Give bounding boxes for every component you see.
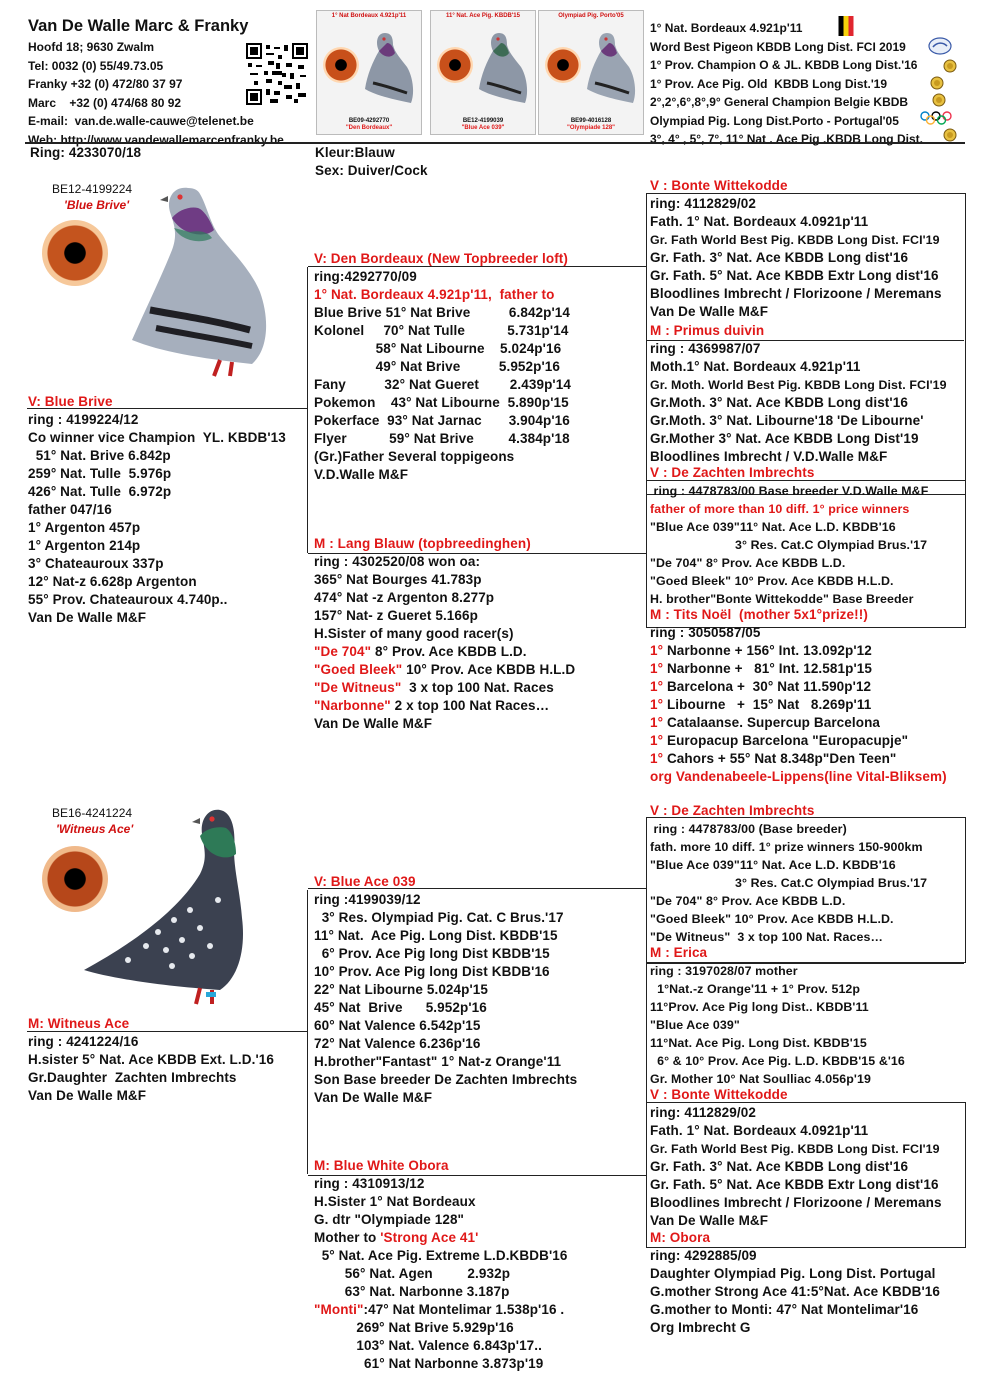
achievement: Olympiad Pig. Long Dist.Porto - Portugal'05 bbox=[650, 113, 899, 128]
thumbnail-caption: 11° Nat. Ace Pig. KBDB'15 bbox=[446, 13, 520, 19]
race: Catalaanse. Supercup Barcelona bbox=[663, 715, 881, 730]
race: Europacup Barcelona "Europacupje" bbox=[663, 733, 909, 748]
thumbnail-caption: Olympiad Pig. Porto'05 bbox=[558, 13, 624, 19]
fmm-ring: ring : 3050587/05 bbox=[650, 625, 761, 640]
pigeon-result: 2 x top 100 Nat Races… bbox=[390, 698, 550, 713]
thumbnail-ring: BE12-4199039 "Blue Ace 039" bbox=[461, 118, 505, 131]
father-line: 55° Prov. Chateauroux 4.740p.. bbox=[28, 592, 228, 607]
ff-line: Fany 32° Nat Gueret 2.439p'14 bbox=[314, 377, 571, 392]
race: Libourne + 15° Nat 8.269p'11 bbox=[663, 697, 872, 712]
ff-line: (Gr.)Father Several toppigeons bbox=[314, 449, 515, 464]
photo-ring: BE12-4199224 bbox=[52, 182, 133, 196]
mf-title: V: Blue Ace 039 bbox=[314, 874, 416, 889]
mm-line: 269° Nat Brive 5.929p'16 bbox=[314, 1320, 514, 1335]
father-line: Van De Walle M&F bbox=[28, 610, 147, 625]
mother-title: M: Witneus Ace bbox=[28, 1016, 130, 1031]
subject-ring: Ring: 4233070/18 bbox=[30, 145, 142, 160]
address: Hoofd 18; 9630 Zwalm bbox=[28, 40, 155, 54]
mf-line: Van De Walle M&F bbox=[314, 1090, 433, 1105]
fm-line: 157° Nat- z Gueret 5.166p bbox=[314, 608, 478, 623]
mff-line: "Blue Ace 039"11° Nat. Ace L.D. KBDB'16 bbox=[650, 858, 896, 872]
thumbnail-olympiade bbox=[538, 10, 644, 135]
thumbnail-blue-ace bbox=[430, 10, 536, 135]
place: 1° bbox=[650, 697, 664, 712]
mfm-line: "Blue Ace 039" bbox=[650, 1018, 740, 1032]
mff-line: fath. more 10 diff. 1° prize winners 150-900km bbox=[650, 840, 923, 854]
father-line: Co winner vice Champion YL. KBDB'13 bbox=[28, 430, 286, 445]
fmm-result bbox=[650, 714, 947, 732]
pigeon-icon bbox=[471, 27, 535, 119]
mm-title: M: Blue White Obora bbox=[314, 1158, 449, 1173]
website-link[interactable]: Web: http://www.vandewallemarcenfranky.be bbox=[28, 132, 284, 147]
mm-line: 103° Nat. Valence 6.843p'17.. bbox=[314, 1338, 542, 1353]
father-title: V: Blue Brive bbox=[28, 394, 113, 409]
mff-section bbox=[650, 802, 927, 946]
thumbnail-caption: 1° Nat Bordeaux 4.921p'11 bbox=[331, 13, 407, 19]
mm-line: 5° Nat. Ace Pig. Extreme L.D.KBDB'16 bbox=[314, 1248, 568, 1263]
achievement: 1° Prov. Champion O & JL. KBDB Long Dist.'16 bbox=[650, 58, 918, 72]
olympic-rings-icon bbox=[920, 111, 952, 125]
fmm-result bbox=[650, 750, 947, 768]
qr-code-icon bbox=[246, 43, 308, 105]
fmm-result bbox=[650, 678, 947, 696]
fm-named-line bbox=[314, 661, 575, 679]
fm-line: ring : 4302520/08 won oa: bbox=[314, 554, 481, 569]
father-line: 259° Nat. Tulle 5.976p bbox=[28, 466, 172, 481]
ffm-line: Gr.Mother 3° Nat. Ace KBDB Long Dist'19 bbox=[650, 431, 919, 446]
race: Barcelona + 30° Nat 11.590p'12 bbox=[663, 679, 872, 694]
ff-title: V: Den Bordeaux (New Topbreeder loft) bbox=[314, 251, 568, 266]
ffm-line: ring : 4369987/07 bbox=[650, 341, 761, 356]
ff-highlight: 1° Nat. Bordeaux 4.921p'11, father to bbox=[314, 287, 555, 302]
fmf-line: 3° Res. Cat.C Olympiad Brus.'17 bbox=[650, 538, 928, 552]
mm-line: 56° Nat. Agen 2.932p bbox=[314, 1266, 511, 1281]
mfm-line: 11°Nat. Ace Pig. Long Dist. KBDB'15 bbox=[650, 1036, 867, 1050]
mm-mother-to bbox=[314, 1229, 567, 1247]
ffm-line: Gr.Moth. 3° Nat. Libourne'18 'De Libourne' bbox=[650, 413, 924, 428]
ff-line: Flyer 59° Nat Brive 4.384p'18 bbox=[314, 431, 570, 446]
fff-title: V : Bonte Wittekodde bbox=[650, 178, 788, 193]
fmm-result bbox=[650, 642, 947, 660]
ffm-title: M : Primus duivin bbox=[650, 323, 765, 338]
mff-title: V : De Zachten Imbrechts bbox=[650, 803, 815, 818]
fff-line: Bloodlines Imbrecht / Florizoone / Meremans bbox=[650, 286, 942, 301]
label: Mother to bbox=[314, 1230, 381, 1245]
mff-line: "Goed Bleek" 10° Prov. Ace KBDB H.L.D. bbox=[650, 912, 894, 926]
ff-line: Kolonel 70° Nat Tulle 5.731p'14 bbox=[314, 323, 569, 338]
fff-line: Gr. Fath World Best Pig. KBDB Long Dist. FCI'19 bbox=[650, 233, 940, 247]
mfm-title: M : Erica bbox=[650, 945, 708, 960]
race: Cahors + 55° Nat 8.348p"Den Teen" bbox=[663, 751, 897, 766]
mother-line: Van De Walle M&F bbox=[28, 1088, 147, 1103]
ff-ring: ring:4292770/09 bbox=[314, 269, 417, 284]
mm-line: G. dtr "Olympiade 128" bbox=[314, 1212, 465, 1227]
phone-marc: Marc +32 (0) 474/68 80 92 bbox=[28, 95, 182, 110]
pigeon-name: "Goed Bleek" bbox=[314, 662, 403, 677]
fm-line: H.Sister of many good racer(s) bbox=[314, 626, 514, 641]
thumbnail-ring: BE09-4292770 "Den Bordeaux" bbox=[345, 118, 393, 131]
mmm-line: G.mother to Monti: 47° Nat Montelimar'16 bbox=[650, 1302, 919, 1317]
mm-line: H.Sister 1° Nat Bordeaux bbox=[314, 1194, 476, 1209]
fmm-section bbox=[650, 606, 947, 786]
pigeon-name: "Narbonne" bbox=[314, 698, 391, 713]
mmf-line: Fath. 1° Nat. Bordeaux 4.0921p'11 bbox=[650, 1123, 869, 1138]
mmm-line: Org Imbrecht G bbox=[650, 1320, 751, 1335]
fm-named-line bbox=[314, 679, 575, 697]
medal-icon bbox=[943, 58, 957, 74]
mff-line: "De 704" 8° Prov. Ace KBDB L.D. bbox=[650, 894, 846, 908]
mmm-section bbox=[650, 1229, 940, 1337]
achievement: 1° Prov. Ace Pig. Old KBDB Long Dist.'19 bbox=[650, 76, 888, 91]
father-line: 1° Argenton 457p bbox=[28, 520, 141, 535]
ffm-line: Gr.Moth. 3° Nat. Ace KBDB Long dist'16 bbox=[650, 395, 908, 410]
mfm-line: Gr. Mother 10° Nat Soulliac 4.056p'19 bbox=[650, 1072, 871, 1086]
father-line: 3° Chateauroux 337p bbox=[28, 556, 164, 571]
mother-section bbox=[28, 1015, 274, 1105]
fmf-title: V : De Zachten Imbrechts bbox=[650, 465, 815, 480]
mmf-line: ring: 4112829/02 bbox=[650, 1105, 756, 1120]
header-divider bbox=[25, 142, 965, 144]
pigeon-name: "Monti" bbox=[314, 1302, 364, 1317]
father-line: 12° Nat-z 6.628p Argenton bbox=[28, 574, 197, 589]
fff-section bbox=[650, 177, 942, 321]
achievement: 1° Nat. Bordeaux 4.921p'11 bbox=[650, 21, 803, 35]
eye-image bbox=[323, 47, 359, 83]
mmf-line: Gr. Fath World Best Pig. KBDB Long Dist. FCI'19 bbox=[650, 1142, 940, 1156]
mother-line: H.sister 5° Nat. Ace KBDB Ext. L.D.'16 bbox=[28, 1052, 274, 1067]
father-section bbox=[28, 393, 286, 627]
fff-line: Gr. Fath. 3° Nat. Ace KBDB Long dist'16 bbox=[650, 250, 909, 265]
ff-line: 58° Nat Libourne 5.024p'16 bbox=[314, 341, 562, 356]
pigeon-result: 3 x top 100 Nat. Races bbox=[401, 680, 554, 695]
father-photo bbox=[30, 180, 275, 380]
fmm-footer: org Vandenabeele-Lippens(line Vital-Bliksem) bbox=[650, 769, 947, 784]
mmm-line: ring: 4292885/09 bbox=[650, 1248, 757, 1263]
mf-line: 45° Nat Brive 5.952p'16 bbox=[314, 1000, 487, 1015]
mf-section bbox=[314, 873, 577, 1107]
place: 1° bbox=[650, 643, 664, 658]
fmm-result bbox=[650, 696, 947, 714]
mmf-title: V : Bonte Wittekodde bbox=[650, 1087, 788, 1102]
mm-section bbox=[314, 1157, 567, 1373]
subject-sex: Sex: Duiver/Cock bbox=[315, 163, 428, 178]
achievement: Word Best Pigeon KBDB Long Dist. FCI 2019 bbox=[650, 39, 906, 54]
fmf-line: "Goed Bleek" 10° Prov. Ace KBDB H.L.D. bbox=[650, 574, 894, 588]
ff-line: Pokemon 43° Nat Libourne 5.890p'15 bbox=[314, 395, 569, 410]
father-line: 51° Nat. Brive 6.842p bbox=[28, 448, 171, 463]
race: Narbonne + 156° Int. 13.092p'12 bbox=[663, 643, 872, 658]
mff-line: "De Witneus" 3 x top 100 Nat. Races… bbox=[650, 930, 883, 944]
fmm-title: M : Tits Noël (mother 5x1°prize!!) bbox=[650, 607, 868, 622]
mother-line: Gr.Daughter Zachten Imbrechts bbox=[28, 1070, 237, 1085]
fmf-line: "Blue Ace 039"11° Nat. Ace L.D. KBDB'16 bbox=[650, 520, 896, 534]
mm-line: 63° Nat. Narbonne 3.187p bbox=[314, 1284, 510, 1299]
mf-line: 22° Nat Libourne 5.024p'15 bbox=[314, 982, 489, 997]
eye-image bbox=[545, 47, 581, 83]
eye-image bbox=[42, 220, 108, 286]
fm-named-line bbox=[314, 643, 575, 661]
mfm-line: 6° & 10° Prov. Ace Pig. L.D. KBDB'15 &'16 bbox=[650, 1054, 905, 1068]
mf-line: 60° Nat Valence 6.542p'15 bbox=[314, 1018, 481, 1033]
medal-icon bbox=[943, 128, 957, 142]
mother-photo bbox=[30, 800, 275, 1010]
ffm-line: Moth.1° Nat. Bordeaux 4.921p'11 bbox=[650, 359, 861, 374]
ffm-line: Bloodlines Imbrecht / V.D.Walle M&F bbox=[650, 449, 888, 464]
fm-named-line bbox=[314, 697, 575, 715]
achievement: 3°, 4° , 5°, 7°, 11° Nat . Ace Pig .KBDB Long Dist. bbox=[650, 132, 923, 146]
place: 1° bbox=[650, 751, 664, 766]
mmf-line: Gr. Fath. 3° Nat. Ace KBDB Long dist'16 bbox=[650, 1159, 909, 1174]
mf-line: 11° Nat. Ace Pig. Long Dist. KBDB'15 bbox=[314, 928, 558, 943]
ffm-section bbox=[650, 322, 947, 466]
place: 1° bbox=[650, 715, 664, 730]
mmm-title: M: Obora bbox=[650, 1230, 711, 1245]
pigeon-result: 10° Prov. Ace KBDB H.L.D bbox=[402, 662, 576, 677]
mmf-line: Van De Walle M&F bbox=[650, 1213, 769, 1228]
mmf-line: Gr. Fath. 5° Nat. Ace KBDB Extr Long dist'16 bbox=[650, 1177, 939, 1192]
mfm-line: ring : 3197028/07 mother bbox=[650, 964, 798, 978]
ff-section bbox=[314, 250, 571, 484]
pigeon-name: "De 704" bbox=[314, 644, 372, 659]
pigeon-name: "De Witneus" bbox=[314, 680, 402, 695]
achievement: 2°,2°,6°,8°,9° General Champion Belgie KBDB bbox=[650, 95, 909, 109]
father-line: 426° Nat. Tulle 6.972p bbox=[28, 484, 172, 499]
mf-line: 10° Prov. Ace Pig long Dist KBDB'16 bbox=[314, 964, 550, 979]
mmf-line: Bloodlines Imbrecht / Florizoone / Meremans bbox=[650, 1195, 942, 1210]
mmm-line: Daughter Olympiad Pig. Long Dist. Portugal bbox=[650, 1266, 936, 1281]
pigeon-icon bbox=[357, 27, 421, 119]
father-line: 1° Argenton 214p bbox=[28, 538, 141, 553]
ff-line: V.D.Walle M&F bbox=[314, 467, 409, 482]
fmf-highlight: father of more than 10 diff. 1° price winners bbox=[650, 502, 910, 516]
pigeon-icon bbox=[579, 27, 643, 119]
mf-line: 6° Prov. Ace Pig long Dist KBDB'15 bbox=[314, 946, 550, 961]
mf-line: 3° Res. Olympiad Pig. Cat. C Brus.'17 bbox=[314, 910, 564, 925]
fmf-ring: ring : 4478783/00 Base breeder V.D.Walle M&F bbox=[650, 484, 929, 498]
place: 1° bbox=[650, 679, 664, 694]
medal-icon bbox=[930, 75, 944, 91]
ff-line: Pokerface 93° Nat Jarnac 3.904p'16 bbox=[314, 413, 570, 428]
fmf-line: H. brother"Bonte Wittekodde" Base Breeder bbox=[650, 592, 914, 606]
thumbnail-ring: BE99-4016128 "Olympiade 128" bbox=[566, 118, 616, 131]
mfm-line: 1°Nat.-z Orange'11 + 1° Prov. 512p bbox=[650, 982, 861, 996]
mmf-section bbox=[650, 1086, 942, 1230]
fmm-result bbox=[650, 660, 947, 678]
place: 1° bbox=[650, 661, 664, 676]
medal-icon bbox=[932, 92, 946, 108]
race: Narbonne + 81° Int. 12.581p'15 bbox=[663, 661, 872, 676]
mfm-section bbox=[650, 944, 905, 1088]
photo-pigeon-name: 'Blue Brive' bbox=[64, 198, 130, 212]
mff-line: 3° Res. Cat.C Olympiad Brus.'17 bbox=[650, 876, 928, 890]
pigeon-result: :47° Nat Montelimar 1.538p'16 . bbox=[363, 1302, 565, 1317]
fm-section bbox=[314, 535, 575, 733]
email-link[interactable]: E-mail: van.de.walle-cauwe@telenet.be bbox=[28, 114, 254, 128]
fm-title: M : Lang Blauw (topbreedinghen) bbox=[314, 536, 531, 551]
ff-line: Blue Brive 51° Nat Brive 6.842p'14 bbox=[314, 305, 571, 320]
fm-line: 474° Nat -z Argenton 8.277p bbox=[314, 590, 495, 605]
mfm-line: 11°Prov. Ace Pig long Dist.. KBDB'11 bbox=[650, 1000, 869, 1014]
fm-footer: Van De Walle M&F bbox=[314, 716, 433, 731]
fff-line: Fath. 1° Nat. Bordeaux 4.0921p'11 bbox=[650, 214, 869, 229]
pigeon-result: 8° Prov. Ace KBDB L.D. bbox=[371, 644, 527, 659]
mother-line: ring : 4241224/16 bbox=[28, 1034, 139, 1049]
mmm-line: G.mother Strong Ace 41:5°Nat. Ace KBDB'16 bbox=[650, 1284, 941, 1299]
pigeon-photo bbox=[102, 180, 278, 380]
photo-pigeon-name: 'Witneus Ace' bbox=[56, 822, 134, 836]
mm-monti-line bbox=[314, 1301, 567, 1319]
phone-line: Tel: 0032 (0) 55/49.73.05 bbox=[28, 58, 164, 73]
eye-image bbox=[437, 47, 473, 83]
subject-color: Kleur:Blauw bbox=[315, 145, 395, 160]
mm-line: ring : 4310913/12 bbox=[314, 1176, 425, 1191]
fm-line: 365° Nat Bourges 41.783p bbox=[314, 572, 482, 587]
mff-line: ring : 4478783/00 (Base breeder) bbox=[650, 822, 847, 836]
place: 1° bbox=[650, 733, 664, 748]
mm-line: 61° Nat Narbonne 3.873p'19 bbox=[314, 1356, 544, 1371]
fff-line: Van De Walle M&F bbox=[650, 304, 769, 319]
mf-line: 72° Nat Valence 6.236p'16 bbox=[314, 1036, 481, 1051]
fmf-section bbox=[650, 464, 928, 608]
mf-line: H.brother"Fantast" 1° Nat-z Orange'11 bbox=[314, 1054, 562, 1069]
fff-line: Gr. Fath. 5° Nat. Ace KBDB Extr Long dist'16 bbox=[650, 268, 939, 283]
photo-ring: BE16-4241224 bbox=[52, 806, 133, 820]
thumbnail-den-bordeaux bbox=[316, 10, 422, 135]
breeder-name: Van De Walle Marc & Franky bbox=[28, 17, 249, 35]
mf-line: Son Base breeder De Zachten Imbrechts bbox=[314, 1072, 578, 1087]
achievements-list bbox=[650, 19, 923, 149]
pigeon-photo bbox=[50, 800, 280, 1010]
father-line: ring : 4199224/12 bbox=[28, 412, 139, 427]
ff-line: 49° Nat Brive 5.952p'16 bbox=[314, 359, 561, 374]
fff-line: ring: 4112829/02 bbox=[650, 196, 756, 211]
mf-line: ring :4199039/12 bbox=[314, 892, 421, 907]
belgian-flag-icon bbox=[838, 16, 854, 36]
ffm-line: Gr. Moth. World Best Pig. KBDB Long Dist. FCI'19 bbox=[650, 378, 947, 392]
fmf-line: "De 704" 8° Prov. Ace KBDB L.D. bbox=[650, 556, 846, 570]
fmm-result bbox=[650, 732, 947, 750]
phone-franky: Franky +32 (0) 472/80 37 97 bbox=[28, 77, 183, 91]
father-line: father 047/16 bbox=[28, 502, 112, 517]
fci-logo-icon bbox=[928, 37, 952, 55]
pigeon-name: 'Strong Ace 41' bbox=[380, 1230, 479, 1245]
